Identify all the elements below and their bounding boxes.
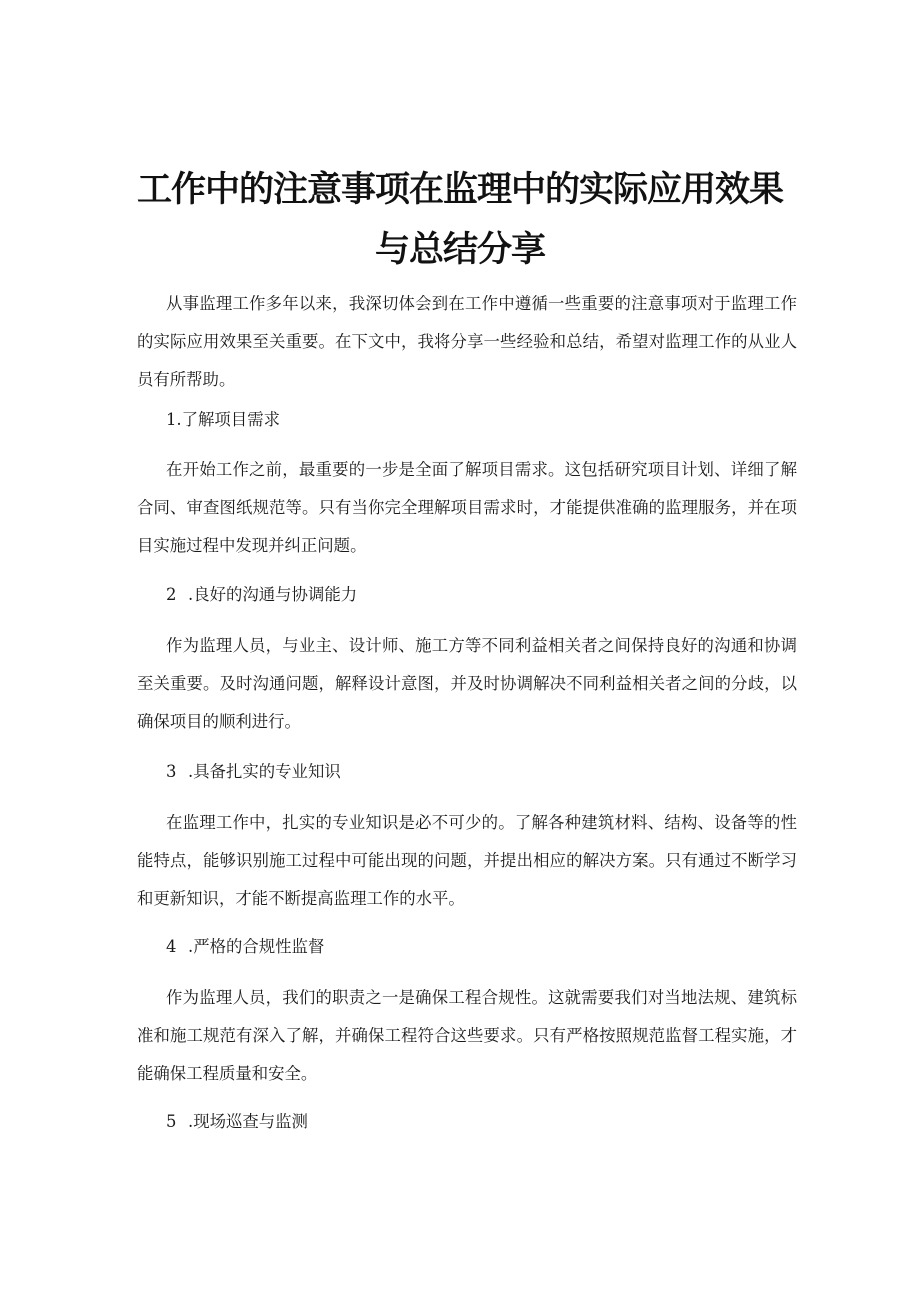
section-3-heading (166, 760, 766, 784)
section-4-heading (166, 935, 766, 959)
section-4-title: .严格的合规性监督 (188, 937, 325, 956)
section-4-body: 作为监理人员，我们的职责之一是确保工程合规性。这就需要我们对当地法规、建筑标准和施工规范有深入了解，并确保工程符合这些要求。只有严格按照规范监督工程实施，才能确保工程质量和安全。 (137, 988, 797, 1083)
section-2-title: .良好的沟通与协调能力 (188, 585, 358, 604)
section-2-body: 作为监理人员，与业主、设计师、施工方等不同利益相关者之间保持良好的沟通和协调至关重要。及时沟通问题，解释设计意图，并及时协调解决不同利益相关者之间的分歧，以确保项目的顺利进行。 (137, 636, 797, 731)
intro-paragraph: 从事监理工作多年以来，我深切体会到在工作中遵循一些重要的注意事项对于监理工作的实际应用效果至关重要。在下文中，我将分享一些经验和总结，希望对监理工作的从业人员有所帮助。 (137, 294, 797, 389)
document-title-line-1: 工作中的注意事项在监理中的实际应用效果 (136, 170, 783, 210)
section-2-number: 2 (166, 585, 177, 604)
section-5-heading (166, 1110, 766, 1134)
section-1-title: 了解项目需求 (181, 410, 280, 429)
document-title-line-2: 与总结分享 (374, 230, 545, 270)
section-1-heading (166, 408, 766, 432)
section-5-number: 5 (166, 1112, 177, 1131)
section-5-title: .现场巡查与监测 (188, 1112, 308, 1131)
section-4-number: 4 (166, 937, 177, 956)
section-3-title: .具备扎实的专业知识 (188, 762, 341, 781)
section-1-body: 在开始工作之前，最重要的一步是全面了解项目需求。这包括研究项目计划、详细了解合同、审查图纸规范等。只有当你完全理解项目需求时，才能提供准确的监理服务，并在项目实施过程中发现并纠正问题。 (137, 460, 797, 555)
section-2-heading (166, 583, 766, 607)
section-1-number: 1. (166, 410, 182, 429)
section-3-body: 在监理工作中，扎实的专业知识是必不可少的。了解各种建筑材料、结构、设备等的性能特点，能够识别施工过程中可能出现的问题，并提出相应的解决方案。只有通过不断学习和更新知识，才能不断提高监理工作的水平。 (137, 813, 797, 908)
section-3-number: 3 (166, 762, 177, 781)
